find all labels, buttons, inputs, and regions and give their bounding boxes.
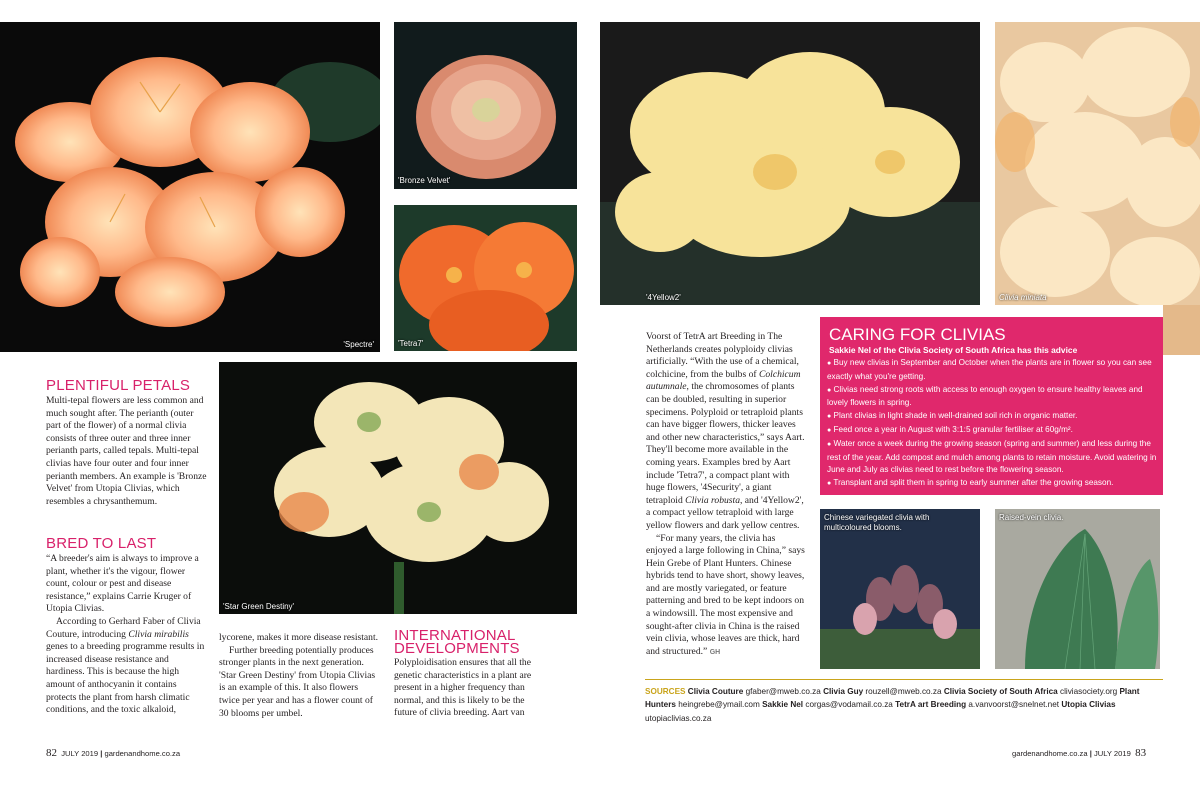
caption-bronze-velvet: 'Bronze Velvet' xyxy=(398,176,451,185)
source-name: Clivia Society of South Africa xyxy=(943,687,1058,696)
flower-illustration-variegated xyxy=(820,509,980,669)
caring-tip xyxy=(827,384,1162,411)
caring-tip xyxy=(827,410,1162,424)
text-run: “For many years, the clivia has enjoyed a large following in China,” says Hein Grebe of Plant Hunters. Chinese hybrids tend to have short, showy leaves, and are mostly variegated, or feature patterning and bred to be kept indoors on a windowsill. The most expensive and sought-after clivia in China is the raised vein clivia, whose leaves are thick, hard and structured.” xyxy=(646,532,805,657)
caring-for-clivias-box xyxy=(820,317,1163,495)
heading-international-developments: INTERNATIONAL DEVELOPMENTS xyxy=(394,627,520,657)
caring-tip xyxy=(827,357,1162,384)
page-number-left: 82 xyxy=(46,747,57,759)
paragraph-middle-1: lycorene, makes it more disease resistant. xyxy=(219,632,379,643)
source-contact[interactable]: heingrebe@ymail.com xyxy=(678,700,760,710)
photo-clivia-miniata-extension xyxy=(1163,305,1200,355)
folio-left xyxy=(46,747,180,759)
text-run-italic: Clivia robusta xyxy=(685,494,740,506)
author-signature: GH xyxy=(709,648,721,656)
paragraph-plentiful: Multi-tepal flowers are less common and much sought after. The perianth (outer part of the flower) of a normal clivia consists of three outer and three inner perianth parts, called tepals. Multi-tepal clivias have four outer and four inner perianth members. An example is 'Bronze Velvet' from Utopia Clivias, which resembles a chrysanthemum. xyxy=(46,395,207,507)
bullet-icon: ● xyxy=(827,413,832,421)
source-contact[interactable]: gfaber@mweb.co.za xyxy=(745,687,821,696)
caption-4yellow2: '4Yellow2' xyxy=(646,293,681,302)
flower-illustration-tetra7 xyxy=(394,205,577,351)
text-run: Voorst of TetrA art Breeding in The Netherlands creates polyploidy clivias artificially. “With the use of a chemical, colchicine, from the bulbs of xyxy=(646,331,799,380)
source-contact[interactable]: utopiaclivias.co.za xyxy=(645,713,712,723)
caring-tip-text: Feed once a year in August with 3:1:5 granular fertiliser at 60g/m². xyxy=(833,424,1073,434)
folio-date-left: JULY 2019 xyxy=(61,749,99,758)
source-name: Plant Hunters xyxy=(645,687,1140,710)
source-name: Clivia Couture xyxy=(687,687,744,696)
source-contact[interactable]: a.vanvoorst@snelnet.net xyxy=(968,700,1060,710)
flower-illustration-bronze-velvet xyxy=(394,22,577,189)
source-name: Sakkie Nel xyxy=(762,700,804,710)
source-name: Clivia Guy xyxy=(823,687,864,696)
text-run-italic: Colchicum autumnale xyxy=(646,368,801,393)
paragraph-bred-1: “A breeder's aim is always to improve a plant, whether it's the vigour, flower count, colour or pest and disease resistance,” explains Carrie Kruger of Utopia Clivias. xyxy=(46,553,199,615)
bullet-icon: ● xyxy=(827,426,832,434)
bullet-icon: ● xyxy=(827,440,832,448)
photo-tetra7 xyxy=(394,205,577,351)
bullet-icon: ● xyxy=(827,480,832,488)
caring-tip-text: Clivias need strong roots with access to enough oxygen to ensure healthy leaves and lovely flowers in spring. xyxy=(827,384,1143,408)
caring-tips-list xyxy=(827,357,1162,491)
text-run: According to Gerhard Faber of Clivia Couture, introducing xyxy=(46,615,201,640)
source-name: Utopia Clivias xyxy=(1061,700,1116,710)
folio-separator: | xyxy=(1089,749,1092,758)
caption-star-green-destiny: 'Star Green Destiny' xyxy=(223,602,295,611)
caption-tetra7: 'Tetra7' xyxy=(398,339,424,348)
caring-tip-text: Plant clivias in light shade in well-drained soil rich in organic matter. xyxy=(833,411,1078,421)
caption-variegated: Chinese variegated clivia with multicoloured blooms. xyxy=(824,513,930,532)
photo-raised-vein-clivia xyxy=(995,509,1160,669)
sources-rule xyxy=(645,679,1163,680)
column-international xyxy=(394,657,542,720)
source-contact[interactable]: rouzell@mweb.co.za xyxy=(865,687,942,696)
heading-plentiful-petals: PLENTIFUL PETALS xyxy=(46,377,191,394)
caption-spectre: 'Spectre' xyxy=(343,340,374,349)
caption-clivia-miniata: Clivia miniata xyxy=(999,293,1047,302)
source-contact[interactable]: cliviasociety.org xyxy=(1059,687,1118,696)
column-voorst xyxy=(646,331,808,659)
column-plentiful-petals xyxy=(46,395,208,508)
paragraph-voorst-2 xyxy=(646,533,808,660)
photo-variegated-clivia xyxy=(820,509,980,669)
column-middle xyxy=(219,632,381,720)
text-run-italic: Clivia mirabilis xyxy=(128,628,189,640)
column-bred-to-last xyxy=(46,553,208,717)
photo-clivia-miniata xyxy=(995,22,1200,305)
page-number-right: 83 xyxy=(1135,747,1147,759)
flower-illustration-star-green-destiny xyxy=(219,362,577,614)
caring-title: CARING FOR CLIVIAS xyxy=(829,325,1006,344)
paragraph-middle-2: Further breeding potentially produces stronger plants in the next generation. 'Star Green Destiny' from Utopia Clivias is an example of this. It also flowers twice per year and has a flower count of 30 blooms per umbel. xyxy=(219,644,376,719)
photo-4yellow2 xyxy=(600,22,980,305)
flower-illustration-4yellow2 xyxy=(600,22,980,305)
folio-site-right: gardenandhome.co.za xyxy=(1012,749,1088,758)
paragraph-bred-2 xyxy=(46,616,208,717)
source-contact[interactable]: corgas@vodamail.co.za xyxy=(805,700,893,710)
sources-label: SOURCES xyxy=(645,687,686,696)
paragraph-international: Polyploidisation ensures that all the genetic characteristics in a plant are present in a higher frequency than normal, and this is likely to be the future of clivia breeding. Aart van xyxy=(394,657,532,719)
caring-tip-text: Transplant and split them in spring to early summer after the growing season. xyxy=(833,478,1114,488)
caring-subtitle: Sakkie Nel of the Clivia Society of South Africa has this advice xyxy=(829,345,1078,355)
folio-separator: | xyxy=(100,749,103,758)
source-name: TetrA art Breeding xyxy=(895,700,967,710)
flower-illustration-spectre xyxy=(0,22,380,352)
bullet-icon: ● xyxy=(827,360,832,367)
heading-bred-to-last: BRED TO LAST xyxy=(46,535,157,552)
caring-tip-text: Water once a week during the growing season (spring and summer) and less during the rest of the year. Add compost and mulch among plants to retain moisture. Avoid watering in June and July as clivias need to rest before the flowering season. xyxy=(827,438,1157,475)
leaf-illustration-raised-vein xyxy=(995,509,1160,669)
photo-bronze-velvet xyxy=(394,22,577,189)
folio-date-right: JULY 2019 xyxy=(1093,749,1131,758)
folio-right xyxy=(1012,747,1146,759)
caring-tip-text: Buy new clivias in September and October when the plants are in flower so you can see exactly what you're getting. xyxy=(827,358,1152,381)
text-run: , the chromosomes of plants can be doubled, resulting in superior specimens. Polyploid or tetraploid plants can have bigger flowers, thicker leaves and other new characteristics,” says Aart. They'll become more available in the coming years. Examples bred by Aart include 'Tetra7', a compact plant with huge flowers, '4Security', a giant tetraploid xyxy=(646,381,805,506)
caring-tip xyxy=(827,438,1162,477)
caring-tip xyxy=(827,424,1162,438)
caring-tip xyxy=(827,477,1162,491)
photo-star-green-destiny xyxy=(219,362,577,614)
text-run: genes to a breeding programme results in increased disease resistance and hardiness. This is because the high amount of anthocyanin it contains protects the plant from harsh climatic conditions, and the toxic alkaloid, xyxy=(46,641,205,716)
folio-site-left: gardenandhome.co.za xyxy=(104,749,181,758)
flower-illustration-clivia-miniata xyxy=(995,22,1200,305)
bullet-icon: ● xyxy=(827,386,832,394)
photo-spectre xyxy=(0,22,380,352)
sources-block xyxy=(645,685,1145,725)
paragraph-voorst-1 xyxy=(646,331,808,533)
text-run: , and '4Yellow2', a compact yellow tetraploid with large yellow flowers and dark yellow centres. xyxy=(646,494,804,531)
caption-raised-vein: Raised-vein clivia. xyxy=(999,513,1064,522)
